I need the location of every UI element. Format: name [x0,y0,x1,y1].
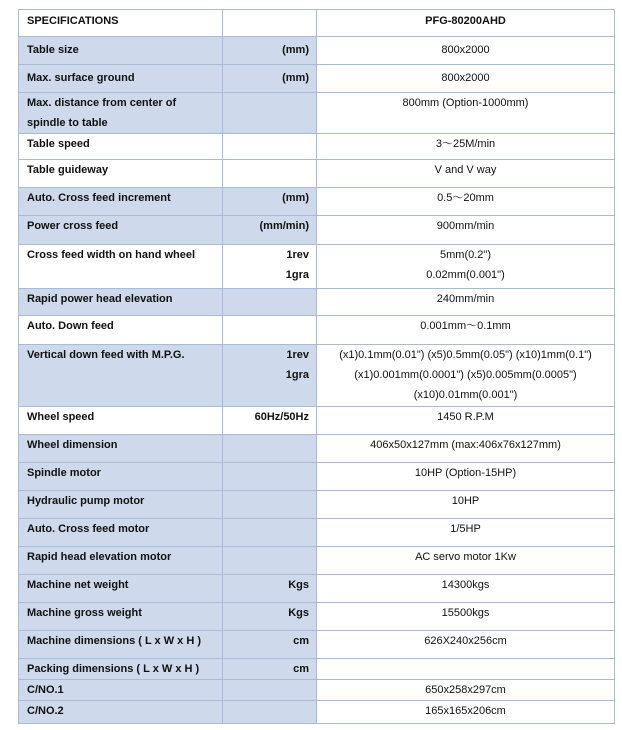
row-unit [223,160,317,188]
row-label: Wheel dimension [19,435,223,463]
row-unit [223,491,317,519]
row-label-line: Max. distance from center of [27,97,177,109]
row-label: Rapid head elevation motor [19,547,223,575]
table-row [19,491,615,519]
row-label: C/NO.2 [19,701,223,724]
row-value: 800x2000 [317,65,615,93]
table-row [19,575,615,603]
row-label: Table speed [19,134,223,160]
row-value [317,245,615,289]
row-value: 240mm/min [317,289,615,316]
row-unit [223,680,317,701]
row-unit [223,134,317,160]
row-value: V and V way [317,160,615,188]
row-value: 3～25M/min [317,134,615,160]
row-value: 10HP (Option-15HP) [317,463,615,491]
row-unit [223,316,317,345]
row-label: Wheel speed [19,407,223,435]
row-unit: Kgs [223,603,317,631]
row-value: 0.001mm～0.1mm [317,316,615,345]
table-row [19,680,615,701]
row-value [317,659,615,680]
table-row [19,160,615,188]
row-label: Machine dimensions ( L x W x H ) [19,631,223,659]
row-label: Hydraulic pump motor [19,491,223,519]
specifications-table [18,9,615,724]
table-row [19,65,615,93]
row-unit [223,435,317,463]
row-value: 14300kgs [317,575,615,603]
row-value-line: 0.02mm(0.001") [426,269,505,281]
table-row [19,519,615,547]
table-row [19,631,615,659]
row-unit: (mm/min) [223,216,317,245]
row-label: Rapid power head elevation [19,289,223,316]
table-row [19,407,615,435]
row-value-line: (x10)0.01mm(0.001") [413,389,518,401]
row-value: 900mm/min [317,216,615,245]
row-label: Power cross feed [19,216,223,245]
row-unit: (mm) [223,188,317,216]
table-row [19,188,615,216]
row-value: 15500kgs [317,603,615,631]
row-label: Packing dimensions ( L x W x H ) [19,659,223,680]
row-label: Auto. Down feed [19,316,223,345]
row-value-line: (x1)0.001mm(0.0001") (x5)0.005mm(0.0005") [354,369,577,381]
row-value: 165x165x206cm [317,701,615,724]
table-row [19,345,615,407]
header-unit-cell [223,10,317,37]
row-label: Table size [19,37,223,65]
row-label: Table guideway [19,160,223,188]
row-unit: cm [223,631,317,659]
row-unit-line: 1rev [286,249,309,261]
row-label: Auto. Cross feed increment [19,188,223,216]
row-unit [223,289,317,316]
row-unit-line: 1gra [285,369,309,381]
row-label: Vertical down feed with M.P.G. [19,345,223,407]
table-row [19,463,615,491]
table-row [19,216,615,245]
row-unit [223,701,317,724]
row-value: 1450 R.P.M [317,407,615,435]
row-value: 626X240x256cm [317,631,615,659]
header-model: PFG-80200AHD [317,10,615,37]
row-value-line: (x1)0.1mm(0.01") (x5)0.5mm(0.05") (x10)1mm(0.1") [339,349,592,361]
table-row [19,547,615,575]
row-label: Machine gross weight [19,603,223,631]
row-value: 406x50x127mm (max:406x76x127mm) [317,435,615,463]
table-row [19,245,615,289]
row-unit [223,345,317,407]
row-label: Machine net weight [19,575,223,603]
table-header-row [19,10,615,37]
row-label [19,93,223,134]
row-value: AC servo motor 1Kw [317,547,615,575]
row-value: 10HP [317,491,615,519]
row-unit [223,547,317,575]
row-unit: Kgs [223,575,317,603]
row-label: Auto. Cross feed motor [19,519,223,547]
row-unit [223,93,317,134]
row-value: 800x2000 [317,37,615,65]
row-unit-line: 1rev [286,349,309,361]
row-label: Max. surface ground [19,65,223,93]
row-label: Cross feed width on hand wheel [19,245,223,289]
row-label: C/NO.1 [19,680,223,701]
table-row [19,316,615,345]
row-unit [223,519,317,547]
table-row [19,603,615,631]
row-value-line: 5mm(0.2") [440,249,491,261]
row-value: 800mm (Option-1000mm) [317,93,615,134]
row-value: 0.5～20mm [317,188,615,216]
row-value [317,345,615,407]
table-row [19,701,615,724]
row-unit: (mm) [223,65,317,93]
table-row [19,134,615,160]
header-label: SPECIFICATIONS [19,10,223,37]
row-unit: cm [223,659,317,680]
row-value: 1/5HP [317,519,615,547]
row-unit [223,245,317,289]
row-unit [223,463,317,491]
row-unit-line: 1gra [285,269,309,281]
table-row [19,659,615,680]
row-value: 650x258x297cm [317,680,615,701]
table-row [19,37,615,65]
table-row [19,435,615,463]
row-unit: (mm) [223,37,317,65]
row-unit: 60Hz/50Hz [223,407,317,435]
table-row [19,93,615,134]
row-label-line: spindle to table [27,117,108,129]
table-row [19,289,615,316]
row-label: Spindle motor [19,463,223,491]
